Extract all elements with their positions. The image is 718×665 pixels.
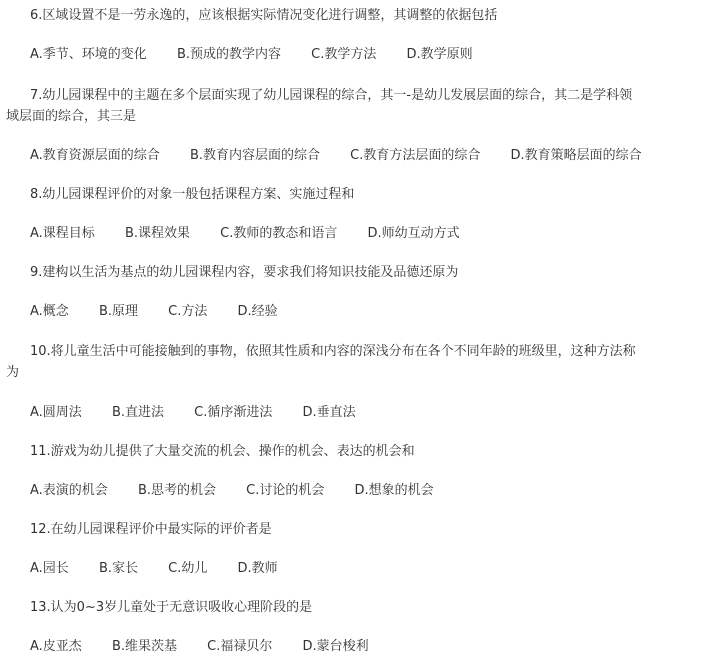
- question-11-options: [0, 481, 718, 500]
- question-10-text-continued: 为: [6, 365, 20, 380]
- option-d: D.师幼互动方式: [367, 226, 460, 241]
- question-7-text-continued: 域层面的综合，其三是: [6, 109, 137, 124]
- question-6-text: 6.区域设置不是一劳永逸的，应该根据实际情况变化进行调整，其调整的依据包括: [30, 8, 498, 23]
- question-8-options: [0, 224, 718, 243]
- option-b: B.家长: [98, 561, 139, 576]
- option-a: A.课程目标: [30, 226, 95, 241]
- option-c: C.福禄贝尔: [207, 639, 273, 654]
- option-d: D.垂直法: [302, 405, 356, 420]
- question-10-options: [0, 403, 718, 422]
- option-a: A.教育资源层面的综合: [30, 148, 160, 163]
- option-a: A.表演的机会: [30, 483, 108, 498]
- question-6-options: [0, 45, 718, 64]
- option-b: B.思考的机会: [137, 483, 217, 498]
- option-d: D.想象的机会: [354, 483, 434, 498]
- option-c: C.教育方法层面的综合: [350, 148, 481, 163]
- option-b: B.维果茨基: [111, 639, 178, 654]
- question-9-text: 9.建构以生活为基点的幼儿园课程内容，要求我们将知识技能及品德还原为: [30, 265, 459, 280]
- option-b: B.预成的教学内容: [176, 47, 282, 62]
- option-d: D.教育策略层面的综合: [510, 148, 642, 163]
- option-d: D.蒙台梭利: [302, 639, 369, 654]
- option-b: B.课程效果: [124, 226, 191, 241]
- question-13-text: 13.认为0~3岁儿童处于无意识吸收心理阶段的是: [30, 600, 313, 615]
- question-10-text: 10.将儿童生活中可能接触到的事物，依照其性质和内容的深浅分布在各个不同年龄的班级里，这种方法称: [30, 344, 636, 359]
- option-c: C.幼儿: [168, 561, 208, 576]
- option-b: B.直进法: [111, 405, 165, 420]
- question-7-text: 7.幼儿园课程中的主题在多个层面实现了幼儿园课程的综合，其一-是幼儿发展层面的综合，其二是学科领: [30, 88, 633, 103]
- option-a: A.圆周法: [30, 405, 82, 420]
- option-d: D.教学原则: [406, 47, 473, 62]
- option-d: D.教师: [237, 561, 278, 576]
- question-12-options: [0, 559, 718, 578]
- question-7-options: [0, 146, 718, 165]
- option-c: C.教学方法: [311, 47, 377, 62]
- question-9-options: [0, 302, 718, 321]
- option-a: A.皮亚杰: [30, 639, 82, 654]
- option-c: C.讨论的机会: [246, 483, 325, 498]
- option-a: A.园长: [30, 561, 69, 576]
- option-b: B.原理: [98, 304, 139, 319]
- question-13-options: [0, 637, 718, 656]
- option-d: D.经验: [237, 304, 278, 319]
- question-12-text: 12.在幼儿园课程评价中最实际的评价者是: [30, 522, 272, 537]
- option-c: C.教师的教态和语言: [220, 226, 338, 241]
- option-c: C.方法: [168, 304, 208, 319]
- option-b: B.教育内容层面的综合: [189, 148, 321, 163]
- question-8-text: 8.幼儿园课程评价的对象一般包括课程方案、实施过程和: [30, 187, 355, 202]
- option-c: C.循序渐进法: [194, 405, 273, 420]
- question-11-text: 11.游戏为幼儿提供了大量交流的机会、操作的机会、表达的机会和: [30, 444, 415, 459]
- option-a: A.概念: [30, 304, 69, 319]
- option-a: A.季节、环境的变化: [30, 47, 147, 62]
